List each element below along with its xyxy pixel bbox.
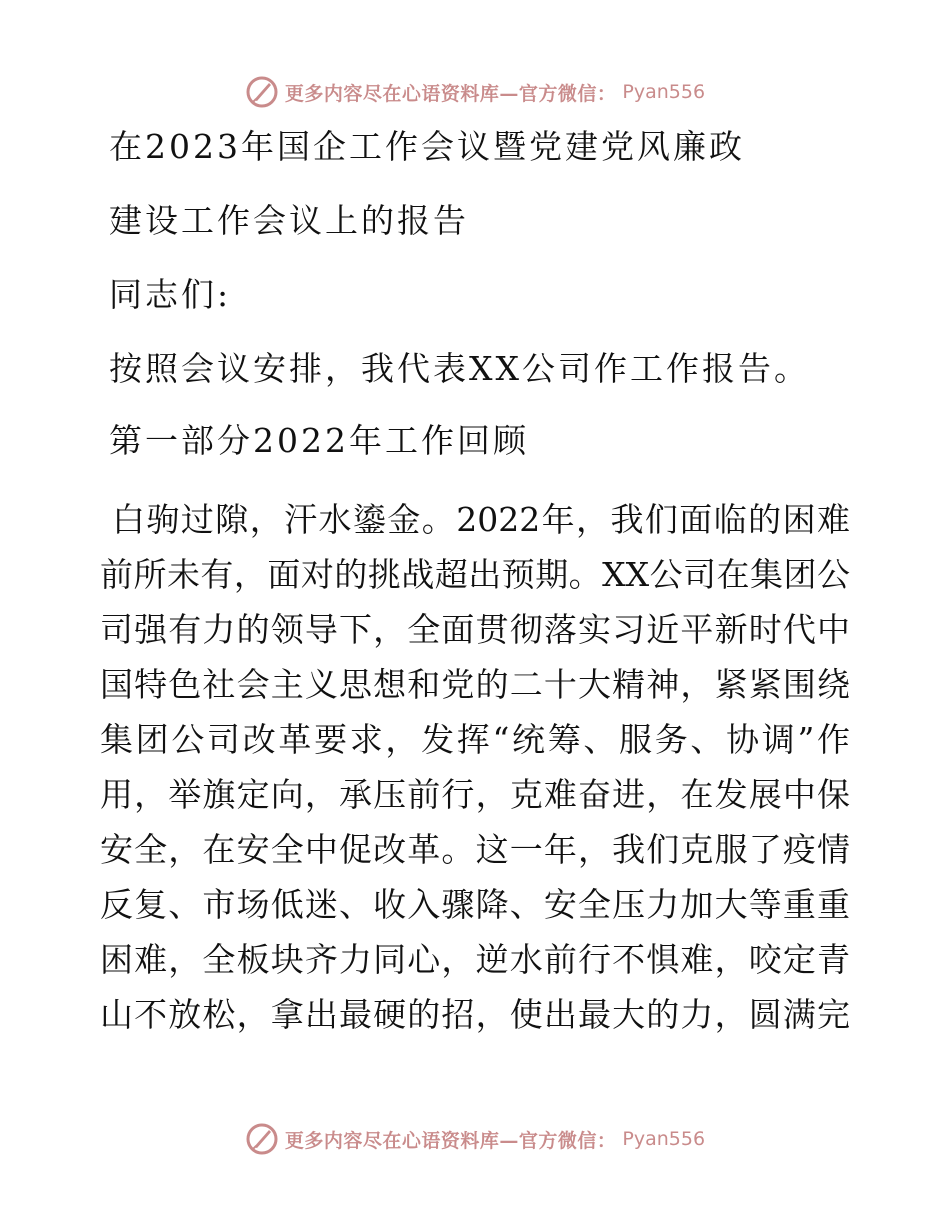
document-title-line-1: 在2023年国企工作会议暨党建党风廉政	[109, 127, 745, 166]
paragraph-line: 白驹过隙，汗水鎏金。2022年，我们面临的困难	[112, 500, 850, 539]
paragraph-line: 前所未有，面对的挑战超出预期。XX公司在集团公	[100, 555, 850, 594]
salutation: 同志们:	[109, 275, 232, 314]
document-title-line-2: 建设工作会议上的报告	[109, 201, 469, 240]
paragraph-line: 国特色社会主义思想和党的二十大精神，紧紧围绕	[100, 665, 850, 704]
paragraph-line: 集团公司改革要求，发挥“统筹、服务、协调”作	[100, 720, 850, 759]
section-heading: 第一部分2022年工作回顾	[109, 421, 529, 460]
footer-watermark	[0, 1117, 950, 1161]
paragraph-line: 困难，全板块齐力同心，逆水前行不惧难，咬定青	[100, 940, 850, 979]
watermark-wechat-id: Pyan556	[622, 1128, 706, 1150]
quill-logo-icon	[245, 1122, 279, 1156]
intro-sentence: 按照会议安排，我代表XX公司作工作报告。	[109, 349, 810, 388]
body-paragraph	[100, 492, 850, 1042]
watermark-wechat-id: Pyan556	[622, 81, 706, 103]
paragraph-line: 山不放松，拿出最硬的招，使出最大的力，圆满完	[100, 995, 850, 1034]
watermark-text: 更多内容尽在心语资料库—官方微信：	[284, 82, 617, 105]
paragraph-line: 反复、市场低迷、收入骤降、安全压力加大等重重	[100, 885, 850, 924]
paragraph-line: 安全，在安全中促改革。这一年，我们克服了疫情	[100, 830, 850, 869]
paragraph-line: 司强有力的领导下，全面贯彻落实习近平新时代中	[100, 610, 850, 649]
paragraph-line: 用，举旗定向，承压前行，克难奋进，在发展中保	[100, 775, 850, 814]
watermark-text: 更多内容尽在心语资料库—官方微信：	[284, 1129, 617, 1152]
